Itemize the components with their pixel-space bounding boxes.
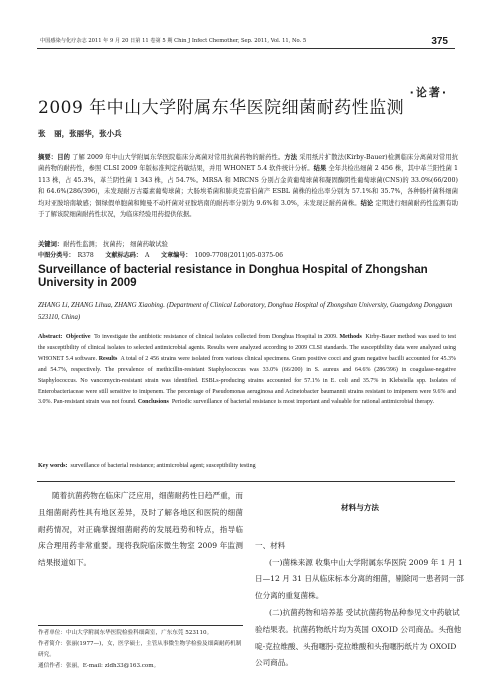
intro-paragraph: 随着抗菌药物在临床广泛应用，细菌耐药性日趋严重，而且细菌耐药性具有地区差异，及时了解各地区和医院的细菌耐药情况，对正确掌握细菌耐药的发展趋势和特点，指导临床合理用药非常重要。现将我院临床微生物室 2009 年监测结果报道如下。 — [38, 491, 243, 568]
en-abstract-label: Abstract: — [38, 334, 63, 340]
keywords-text: 耐药性监测； 抗菌药； 细菌药敏试验 — [63, 241, 168, 248]
body-column-left — [38, 488, 243, 572]
abstract — [38, 152, 458, 220]
abstract-label: 摘要： — [38, 154, 58, 161]
conclusion-text: 定期进行细菌耐药性监测有助于了解该院细菌耐药性状况，为临床经验用药提供依据。 — [38, 199, 459, 219]
article-value: 1009-7708(2011)05-0375-06 — [194, 252, 283, 259]
english-keywords — [38, 463, 458, 469]
article-label: 文章编号： — [161, 252, 192, 259]
en-conclusions-label: Conclusions — [137, 399, 169, 406]
agents-paragraph: (二)抗菌药物和培养基 受试抗菌药物品种参见文中药敏试验结果表。抗菌药物纸片均为英国 OXOID 公司商品。头孢他啶-克拉维酸、头孢噻肟-克拉维酸和头孢噻肟纸片为 OXOID 公司商品。 — [255, 607, 462, 668]
authors: 张 丽，张丽华，张小兵 — [38, 129, 122, 138]
footnote-rule — [38, 625, 243, 626]
classification-line — [38, 250, 283, 259]
english-authors: ZHANG Li, ZHANG Lihua, ZHANG Xiaobing. (Department of Clinical Laboratory, Donghua Hospital of Zhongshan University, Guangdong Dongguan 523110, China) — [38, 302, 453, 321]
objective-label: 目的 — [57, 154, 71, 161]
conclusion-label: 结论 — [360, 199, 374, 207]
running-header: 中国感染与化疗杂志 2011 年 9 月 20 日第 11 卷第 5 期 Chin J Infect Chemother, Sep. 2011, Vol. 11, No. 5 — [40, 38, 307, 44]
subsection-heading: 一、材料 — [255, 540, 286, 550]
en-objective: To investigate the antibiotic resistance of clinical isolates collected from Donghua Hospital in 2009. — [94, 334, 338, 340]
doc-label: 文献标志码： — [105, 252, 142, 259]
footnote-contact: 通信作者：张丽，E-mail: zldh33@163.com。 — [38, 663, 160, 669]
keywords-label: 关键词： — [38, 241, 64, 248]
english-title: Surveillance of bacterial resistance in Donghua Hospital of Zhongshan University in 2009 — [38, 263, 428, 289]
footnote-unit: 作者单位：中山大学附属东华医院检验科细菌室，广东东莞 523110。 — [38, 630, 213, 636]
en-keywords-label: Key words: — [38, 463, 68, 469]
methods-text: 采用纸片扩散法(Kirby-Bauer)检测临床分离菌对常用抗菌药物的耐药性，参照 CLSI 2009 年版标准判定药敏结果，并用 WHONET 5.4 软件统计分析。 — [38, 154, 459, 173]
objective-text: 了解 2009 年中山大学附属东华医院临床分离菌对常用抗菌药物的耐药性。 — [72, 154, 285, 161]
footnotes — [38, 628, 243, 672]
clc-label: 中图分类号： — [38, 252, 75, 259]
en-results: A total of 2 456 strains were isolated from various clinical specimens. Gram positive cocci and gram negative bacilli accounted for 45.3% and 54.7%, respectively. The prevalence of methicillin-resistant Staphylococcus was 33.0% (66/200) in S. aureus and 64.6% (286/396) in coagulase-negative Staphylococcus. No vancomycin-resistant strain was identified. ESBLs-producing strains accounted for 57.1% in E. coli and 35.7% in Klebsiella spp. Isolates of Enterobacteriaceae were still sensitive to imipenem. The percentage of Pseudomonas aeruginosa and Acinetobacter baumannii strains resistant to imipenem were 9.6% and 3.0%. Pan-resistant strain was not found. — [38, 355, 456, 406]
doc-value: A — [144, 252, 150, 259]
body-column-right — [255, 500, 465, 672]
en-methods: Kirby-Bauer method was used to test the susceptibility of clinical isolates to selected antimicrobial agents. Results were analyzed according to 2009 CLSI standards. The susceptibility data were analyzed using WHONET 5.4 software. — [38, 334, 457, 362]
results-text: 全年共检出细菌 2 456 株，其中革兰阳性菌 1 113 株，占 45.3%，革兰阴性菌 1 343 株，占 54.7%。MRSA 和 MRCNS 分别占金黄葡萄球菌和凝固酶阴性葡萄球菌(CNS)的 33.0%(66/200)和 64.6%(286/396)，未发现耐万古霉素葡萄球菌；大肠埃希菌和肺炎克雷伯菌产 ESBL 菌株的检出率分别为 57.1%和 35.7%，各种肠杆菌科细菌均对亚胺培南敏感；铜绿假单胞菌和鲍曼不动杆菌对亚胺培南的耐药率分别为 9.6%和 3.0%，未发现泛耐药菌株。 — [38, 165, 458, 207]
article-title: 2009 年中山大学附属东华医院细菌耐药性监测 — [38, 98, 405, 118]
en-objective-label: Objective — [65, 334, 91, 340]
section-label: ·论著· — [409, 86, 448, 99]
en-results-label: Results — [98, 355, 118, 362]
footnote-bio: 作者简介：张丽(1977—)，女，医学硕士，主管从事微生物学检验及细菌耐药机制研究。 — [38, 641, 242, 658]
results-label: 结果 — [313, 165, 327, 173]
methods-label: 方法 — [284, 154, 298, 161]
en-methods-label: Methods — [339, 334, 362, 340]
page-number: 375 — [431, 36, 448, 47]
section-heading: 材料与方法 — [341, 503, 379, 512]
clc-value: R378 — [77, 252, 94, 259]
strain-source-paragraph: (一)菌株来源 收集中山大学附属东华医院 2009 年 1 月 1 日—12 月 31 日从临床标本分离的细菌，剔除同一患者同一部位分离的重复菌株。 — [255, 557, 464, 601]
section-rule — [37, 481, 455, 482]
keywords — [38, 240, 458, 250]
header-rule — [37, 48, 455, 49]
english-abstract — [38, 332, 456, 408]
en-conclusions: Periodic surveillance of bacterial resistance is most important and valuable for rational antimicrobial therapy. — [171, 399, 435, 406]
en-keywords: surveillance of bacterial resistance; antimicrobial agent; susceptibility testing — [70, 463, 256, 469]
